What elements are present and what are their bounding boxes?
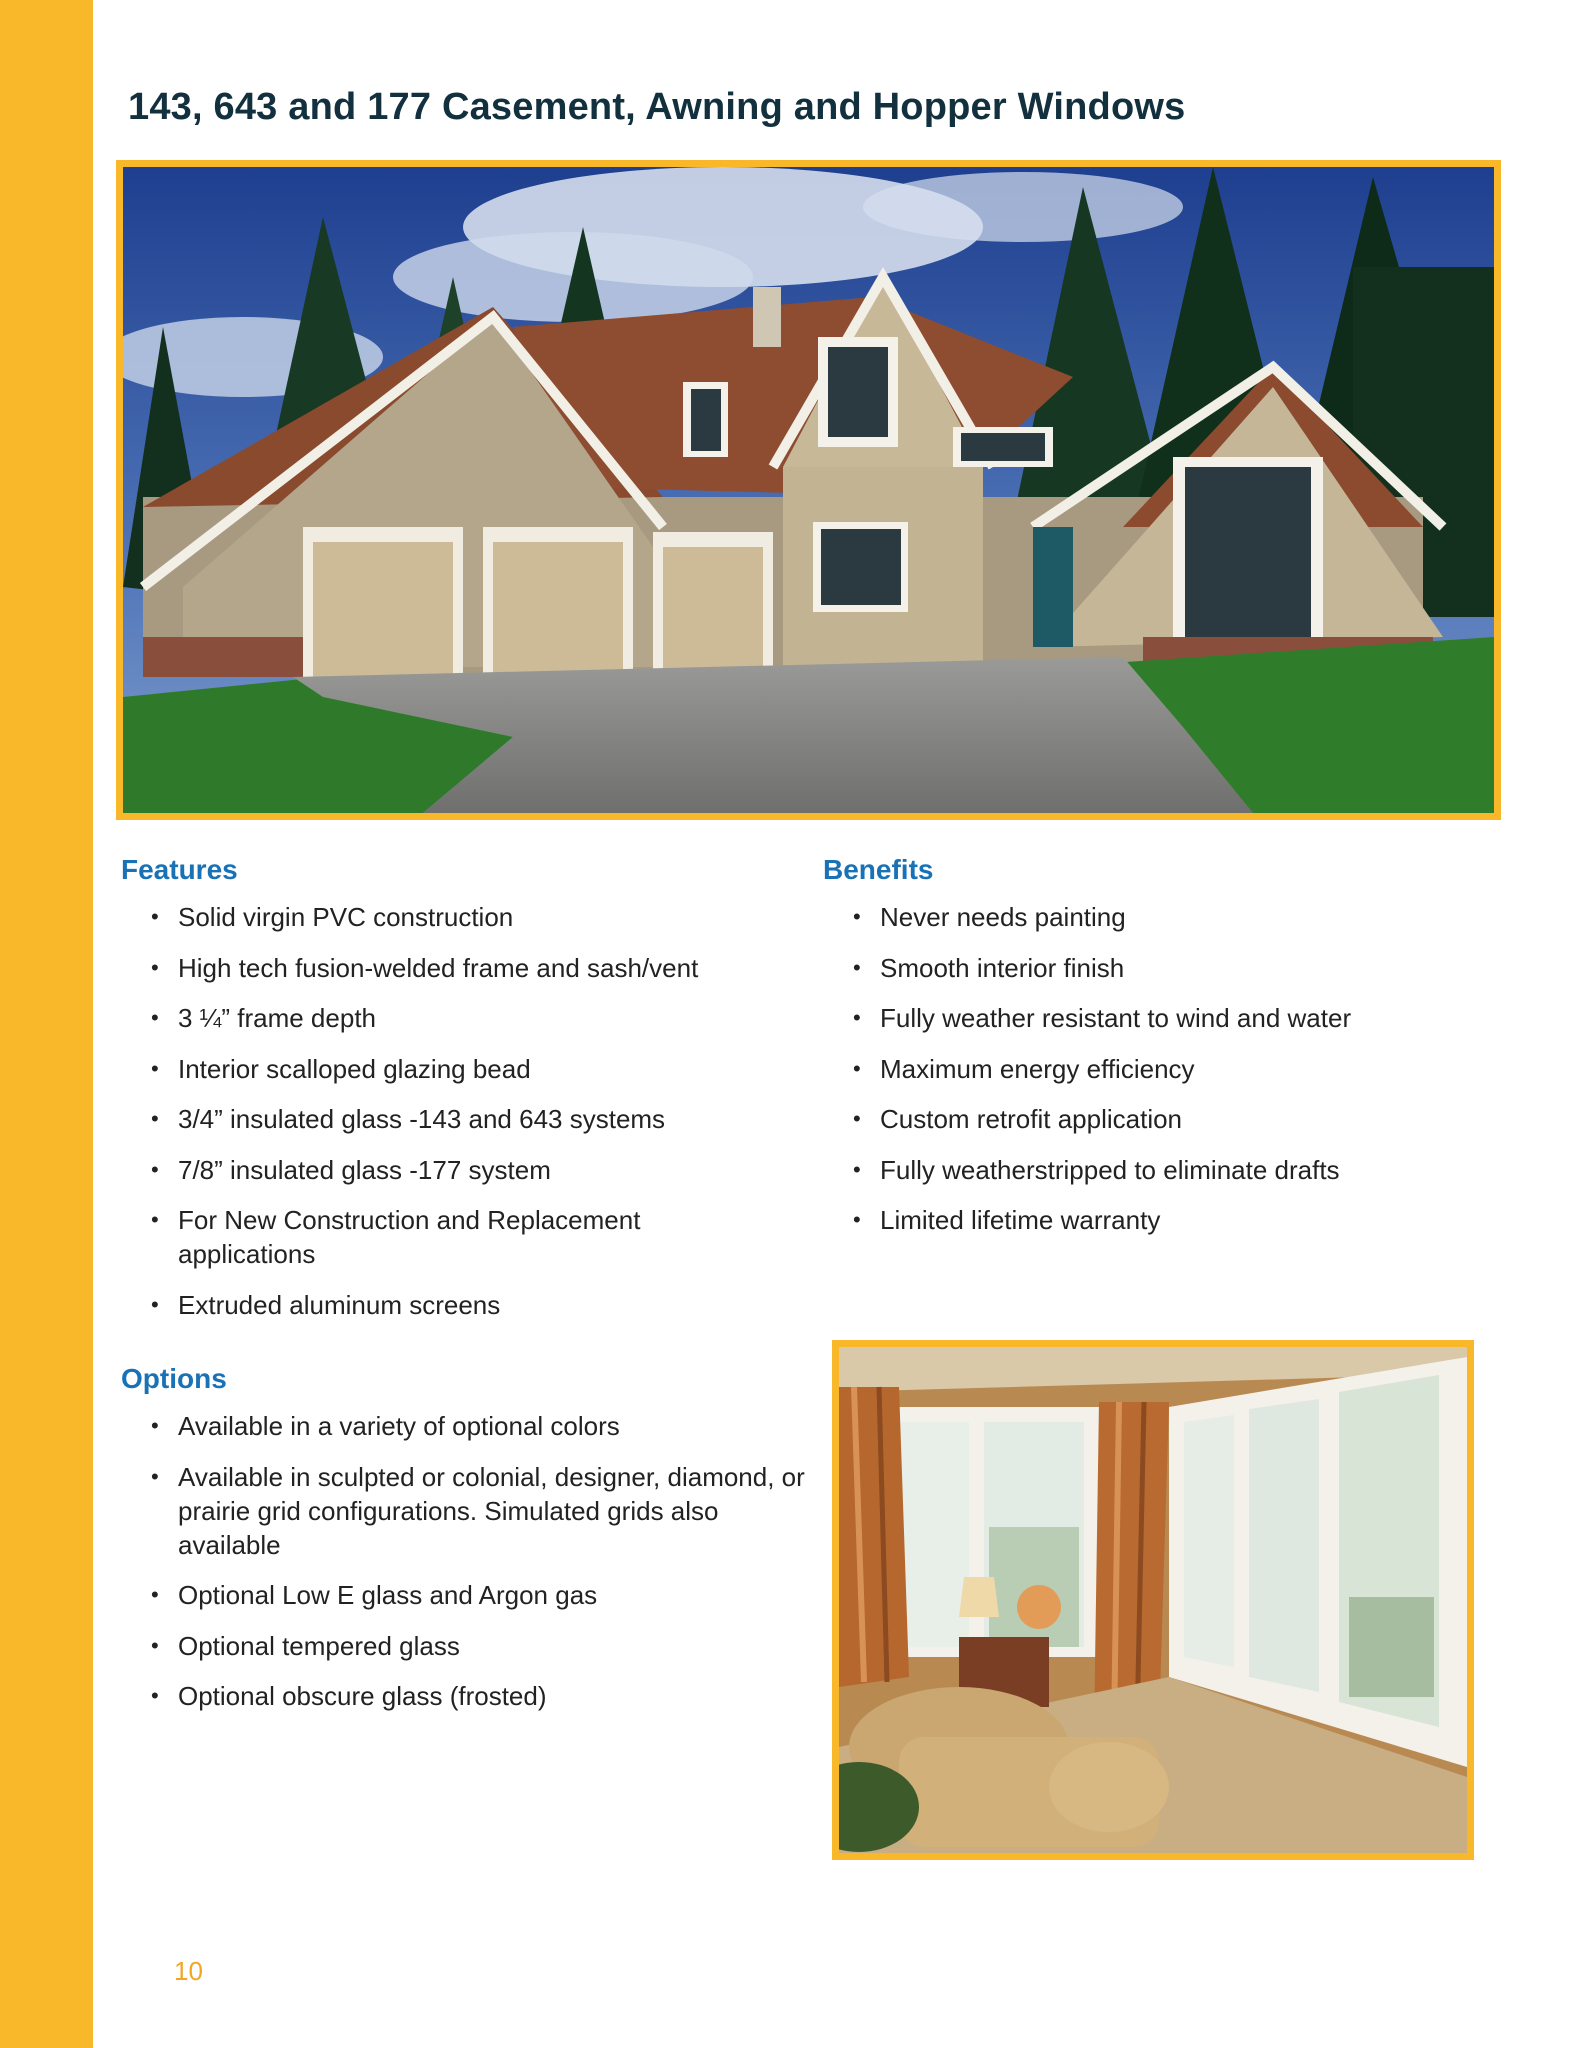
list-item: • Fully weather resistant to wind and water: [853, 1001, 1493, 1035]
features-list: [151, 900, 791, 1338]
list-item: • Optional tempered glass: [151, 1629, 811, 1663]
options-list: [151, 1409, 811, 1730]
list-item: • High tech fusion-welded frame and sash/vent: [151, 951, 791, 985]
interior-room-photo: [832, 1340, 1474, 1860]
options-heading: Options: [121, 1363, 227, 1394]
list-item: • Interior scalloped glazing bead: [151, 1052, 791, 1086]
list-item: • Available in sculpted or colonial, designer, diamond, or prairie grid configurations. Simulated grids also available: [151, 1460, 813, 1562]
list-item: • Limited lifetime warranty: [853, 1203, 1493, 1237]
list-item: • Extruded aluminum screens: [151, 1288, 791, 1322]
list-item: • Optional Low E glass and Argon gas: [151, 1578, 811, 1612]
list-item: • Maximum energy efficiency: [853, 1052, 1493, 1086]
list-item: • 7/8” insulated glass -177 system: [151, 1153, 791, 1187]
page-title: 143, 643 and 177 Casement, Awning and Hopper Windows: [128, 86, 1186, 128]
benefits-heading: Benefits: [823, 854, 934, 885]
house-exterior-photo: [116, 160, 1501, 820]
list-item: • 3 ¼” frame depth: [151, 1001, 791, 1035]
list-item: • Never needs painting: [853, 900, 1493, 934]
list-item: • Fully weatherstripped to eliminate drafts: [853, 1153, 1493, 1187]
benefits-list: [853, 900, 1493, 1254]
list-item: • Available in a variety of optional colors: [151, 1409, 811, 1443]
list-item: • For New Construction and Replacement applications: [151, 1203, 678, 1271]
list-item: • Optional obscure glass (frosted): [151, 1679, 811, 1713]
accent-side-bar: [0, 0, 93, 2048]
list-item: • Smooth interior finish: [853, 951, 1493, 985]
list-item: • Solid virgin PVC construction: [151, 900, 791, 934]
list-item: • Custom retrofit application: [853, 1102, 1493, 1136]
page-number: 10: [174, 1956, 203, 1986]
features-heading: Features: [121, 854, 238, 885]
list-item: • 3/4” insulated glass -143 and 643 systems: [151, 1102, 791, 1136]
